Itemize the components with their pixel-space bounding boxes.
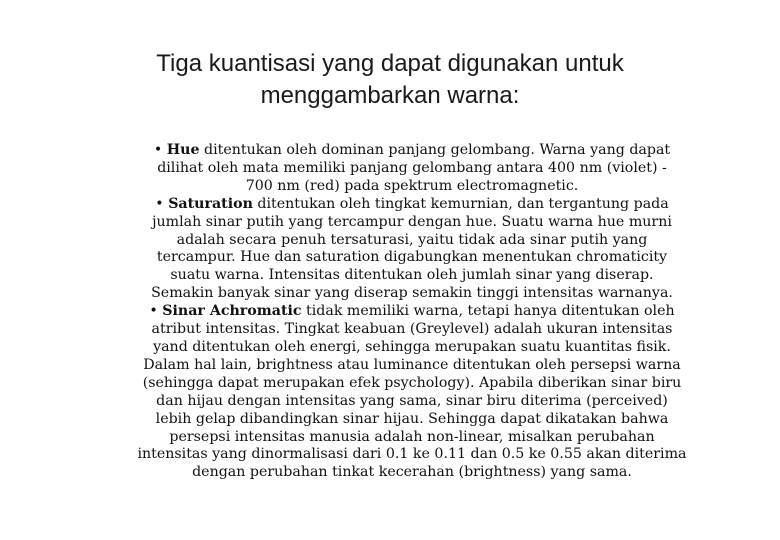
bullet: • <box>153 142 167 158</box>
body-line: (sehingga dapat merupakan efek psychology). Apabila diberikan sinar biru <box>142 374 682 391</box>
body-line: 700 nm (red) pada spektrum electromagnetic. <box>245 177 579 194</box>
body-line: dilihat oleh mata memiliki panjang gelombang antara 400 nm (violet) - <box>157 159 667 176</box>
term-sinar-achromatic: Sinar Achromatic <box>162 303 302 320</box>
title-line-2: menggambarkan warna: <box>260 82 520 109</box>
title-line-1: Tiga kuantisasi yang dapat digunakan untuk <box>156 50 624 77</box>
body-line: lebih gelap dibandingkan sinar hijau. Sehingga dapat dikatakan bahwa <box>155 410 669 427</box>
term-hue: Hue <box>166 142 200 158</box>
body-line: dan hijau dengan intensitas yang sama, sinar biru diterima (perceived) <box>156 392 668 409</box>
body-line: Dalam hal lain, brightness atau luminance ditentukan oleh persepsi warna <box>143 356 681 373</box>
slide-body <box>92 142 732 482</box>
body-line: yand ditentukan oleh energi, sehingga merupakan suatu kuantitas fisik. <box>153 338 671 355</box>
body-line: tercampur. Hue dan saturation digabungkan menentukan chromaticity <box>156 249 668 266</box>
body-line: adalah secara penuh tersaturasi, yaitu tidak ada sinar putih yang <box>176 231 648 248</box>
body-line: dengan perubahan tinkat kecerahan (brightness) yang sama. <box>192 464 632 481</box>
bullet: • <box>155 195 169 212</box>
body-line: • Saturation ditentukan oleh tingkat kemurnian, dan tergantung pada <box>155 195 669 212</box>
body-line: • Hue ditentukan oleh dominan panjang gelombang. Warna yang dapat <box>153 142 671 158</box>
bullet: • <box>149 303 163 320</box>
body-line: intensitas yang dinormalisasi dari 0.1 ke 0.11 dan 0.5 ke 0.55 akan diterima <box>137 446 687 463</box>
body-line: suatu warna. Intensitas ditentukan oleh jumlah sinar yang diserap. <box>170 267 654 284</box>
body-line: • Sinar Achromatic tidak memiliki warna, tetapi hanya ditentukan oleh <box>149 303 675 320</box>
body-line: Semakin banyak sinar yang diserap semakin tinggi intensitas warnanya. <box>151 285 673 302</box>
slide-title <box>60 48 720 112</box>
body-line: jumlah sinar putih yang tercampur dengan hue. Suatu warna hue murni <box>152 213 672 230</box>
body-line: atribut intensitas. Tingkat keabuan (Greylevel) adalah ukuran intensitas <box>151 321 673 338</box>
term-saturation: Saturation <box>168 195 253 212</box>
body-line: persepsi intensitas manusia adalah non-linear, misalkan perubahan <box>169 428 655 445</box>
